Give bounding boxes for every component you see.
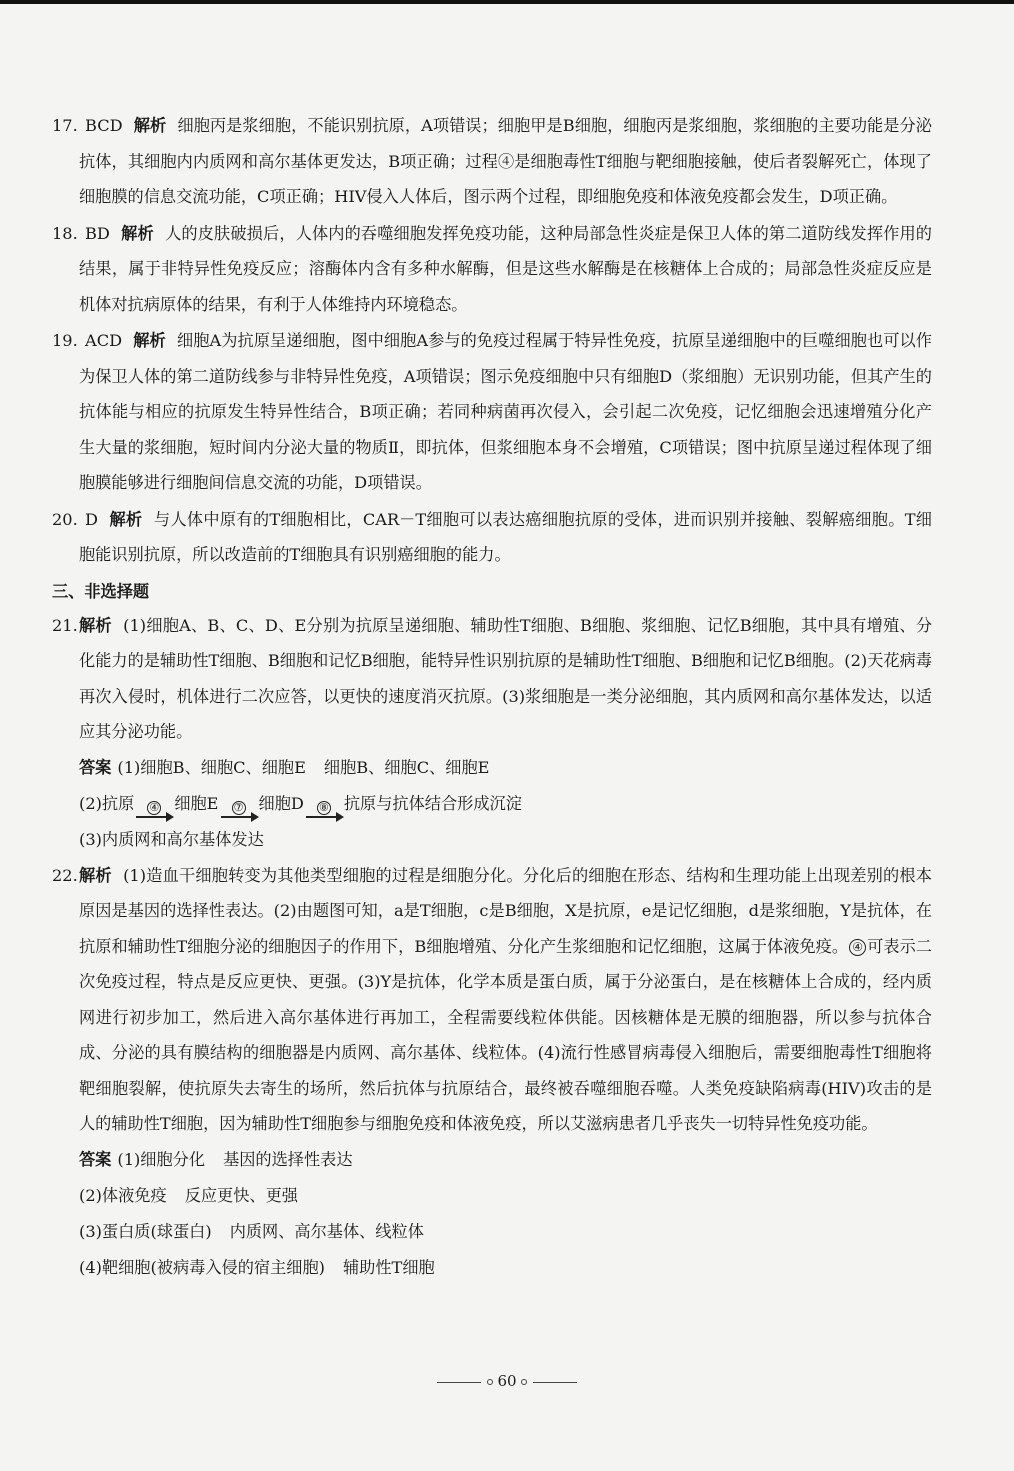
circled-number: ④	[849, 939, 866, 956]
answer-text: 细胞E	[174, 793, 219, 813]
analysis-text: (1)造血干细胞转变为其他类型细胞的过程是细胞分化。分化后的细胞在形态、结构和生理功能上出现差别的根本原因是基因的选择性表达。(2)由题图可知，a是T细胞，c是B细胞，X是抗原，e是记忆细胞，d是浆细胞，Y是抗体，在抗原和辅助性T细胞分泌的细胞因子的作用下，B细胞增殖、分化产生浆细胞和记忆细胞，这属于体液免疫。	[79, 865, 932, 956]
answer-text: 反应更快、更强	[184, 1185, 298, 1205]
analysis-text: 可表示二次免疫过程，特点是反应更快、更强。(3)Y是抗体，化学本质是蛋白质，属于分泌蛋白，是在核糖体上合成的，经内质网进行初步加工，然后进入高尔基体进行再加工，全程需要线粒体供能。因核糖体是无膜的细胞器，所以参与抗体合成、分泌的具有膜结构的细胞器是内质网、高尔基体、线粒体。(4)流行性感冒病毒侵入细胞后，需要细胞毒性T细胞将靶细胞裂解，使抗原失去寄生的场所，然后抗体与抗原结合，最终被吞噬细胞吞噬。人类免疫缺陷病毒(HIV)攻击的是人的辅助性T细胞，因为辅助性T细胞参与细胞免疫和体液免疫，所以艾滋病患者几乎丧失一切特异性免疫功能。	[79, 936, 932, 1133]
answer-text: 细胞D	[258, 793, 304, 813]
analysis-text: 细胞A为抗原呈递细胞，图中细胞A参与的免疫过程属于特异性免疫，抗原呈递细胞中的巨噬细胞也可以作为保卫人体的第二道防线参与非特异性免疫，A项错误；图示免疫细胞中只有细胞D（浆细胞）无识别功能，但其产生的抗体能与相应的抗原发生特异性结合，B项正确；若同种病菌再次侵入，会引起二次免疫，记忆细胞会迅速增殖分化产生大量的浆细胞，短时间内分泌大量的物质Ⅱ，即抗体，但浆细胞本身不会增殖，C项错误；图中抗原呈递过程体现了细胞膜能够进行细胞间信息交流的功能，D项错误。	[79, 331, 932, 492]
question-20	[52, 502, 932, 573]
answer-text: (3)内质网和高尔基体发达	[79, 829, 264, 849]
answer-22-line-1	[79, 1142, 932, 1178]
answer-choice: D	[85, 509, 98, 529]
answer-text: 辅助性T细胞	[343, 1257, 435, 1277]
analysis-label: 解析	[121, 223, 154, 243]
question-18	[52, 216, 932, 323]
answer-21-line-3	[79, 822, 932, 858]
analysis-label: 解析	[133, 331, 166, 350]
question-number: 17.	[52, 116, 78, 135]
question-number: 18.	[52, 223, 78, 243]
page-number: 60	[497, 1372, 517, 1390]
answer-22-line-2	[79, 1178, 932, 1214]
analysis-text: 人的皮肤破损后，人体内的吞噬细胞发挥免疫功能，这种局部急性炎症是保卫人体的第二道防线发挥作用的结果，属于非特异性免疫反应；溶酶体内含有多种水解酶，但是这些水解酶是在核糖体上合成的；局部急性炎症反应是机体对抗病原体的结果，有利于人体维持内环境稳态。	[79, 223, 932, 314]
question-22	[52, 858, 932, 1142]
answer-text: (3)蛋白质(球蛋白)	[79, 1221, 212, 1241]
section-heading: 三、非选择题	[52, 581, 150, 601]
answer-22-line-3	[79, 1214, 932, 1250]
answer-choice: BD	[85, 223, 110, 243]
step-number: ⑧	[317, 801, 331, 815]
answer-22-line-4	[79, 1250, 932, 1286]
page-footer	[0, 1372, 1014, 1390]
process-arrow	[306, 801, 342, 818]
question-19	[52, 323, 932, 501]
analysis-text: (1)细胞A、B、C、D、E分别为抗原呈递细胞、辅助性T细胞、B细胞、浆细胞、记忆B细胞，其中具有增殖、分化能力的是辅助性T细胞、B细胞和记忆B细胞，能特异性识别抗原的是辅助性T细胞、B细胞和记忆B细胞。(2)天花病毒再次入侵时，机体进行二次应答，以更快的速度消灭抗原。(3)浆细胞是一类分泌细胞，其内质网和高尔基体发达，以适应其分泌功能。	[79, 615, 932, 741]
analysis-text: 细胞丙是浆细胞，不能识别抗原，A项错误；细胞甲是B细胞，细胞丙是浆细胞，浆细胞的主要功能是分泌抗体，其细胞内内质网和高尔基体更发达，B项正确；过程④是细胞毒性T细胞与靶细胞接触，使后者裂解死亡，体现了细胞膜的信息交流功能，C项正确；HIV侵入人体后，图示两个过程，即细胞免疫和体液免疫都会发生，D项正确。	[79, 116, 932, 206]
answer-21-line-1	[79, 750, 932, 786]
step-number: ⑦	[232, 801, 246, 815]
analysis-label: 解析	[133, 116, 167, 135]
answer-text: 细胞B、细胞C、细胞E	[323, 757, 490, 777]
answer-choice: BCD	[85, 116, 123, 135]
question-21	[52, 608, 932, 750]
answer-label: 答案	[79, 757, 112, 777]
question-number: 22.	[52, 865, 78, 885]
answer-text: 基因的选择性表达	[223, 1149, 353, 1169]
answer-text: (1)细胞分化	[117, 1149, 206, 1169]
question-number: 21.	[52, 615, 78, 635]
answer-text: (1)细胞B、细胞C、细胞E	[117, 757, 306, 777]
process-arrow	[221, 801, 257, 818]
process-arrow	[136, 801, 172, 818]
question-17	[52, 108, 932, 215]
analysis-label: 解析	[79, 615, 112, 635]
question-number: 19.	[52, 331, 78, 350]
answer-page	[52, 108, 932, 1286]
analysis-label: 解析	[109, 509, 143, 529]
answer-21-line-2	[79, 786, 932, 822]
analysis-text: 与人体中原有的T细胞相比，CAR－T细胞可以表达癌细胞抗原的受体，进而识别并接触、裂解癌细胞。T细胞能识别抗原，所以改造前的T细胞具有识别癌细胞的能力。	[79, 509, 932, 564]
answer-label: 答案	[79, 1149, 112, 1169]
answer-text: (4)靶细胞(被病毒入侵的宿主细胞)	[79, 1257, 325, 1277]
question-number: 20.	[52, 509, 78, 529]
answer-choice: ACD	[85, 331, 123, 350]
answer-text: (2)抗原	[79, 793, 135, 813]
answer-text: 抗原与抗体结合形成沉淀	[343, 793, 522, 813]
answer-text: (2)体液免疫	[79, 1185, 167, 1205]
answer-text: 内质网、高尔基体、线粒体	[229, 1221, 424, 1241]
top-border	[0, 0, 1014, 4]
analysis-label: 解析	[79, 865, 112, 885]
step-number: ④	[147, 801, 161, 815]
